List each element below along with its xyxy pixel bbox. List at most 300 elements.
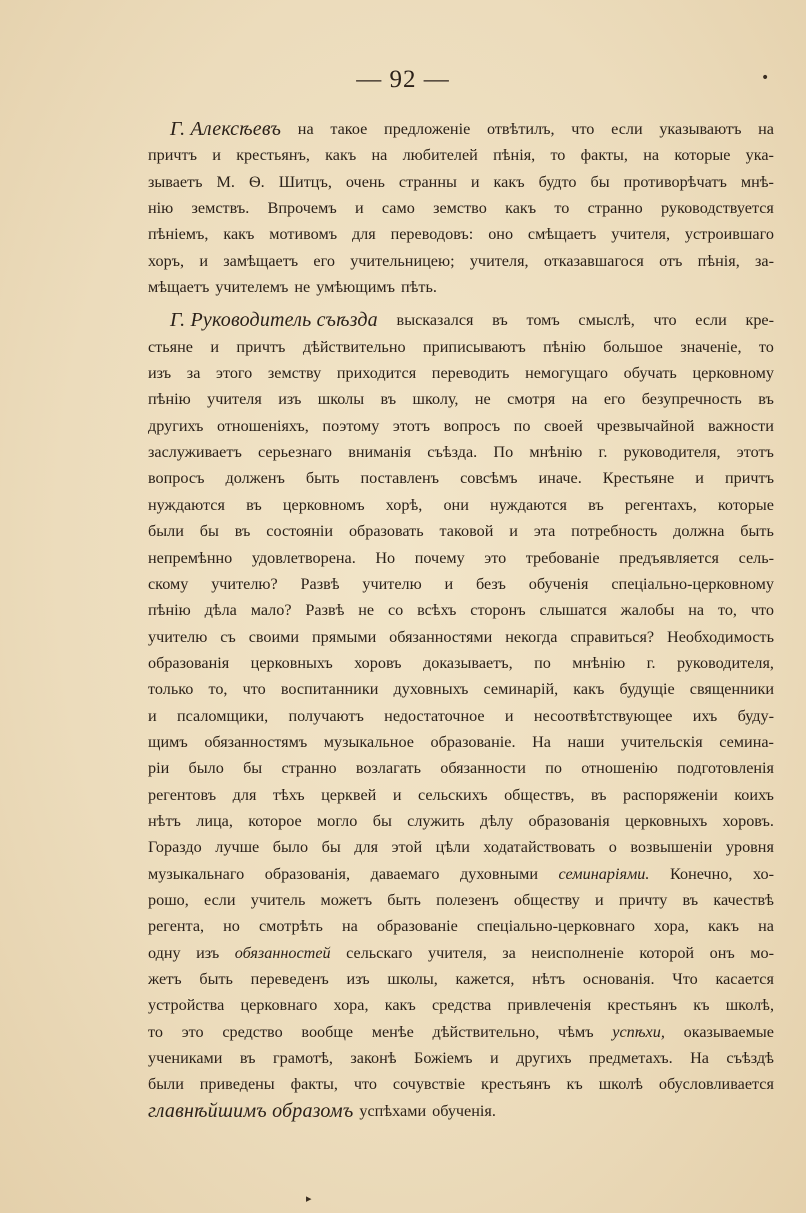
word: тѣхъ [272,785,305,804]
word: переводить [431,364,510,383]
word: учительскія [621,732,703,751]
word: смыслѣ, [578,311,635,330]
word: не [358,601,375,620]
word: возвышеніи [630,838,713,857]
word: земство [433,199,487,218]
word: смотря [507,390,556,409]
word: на [643,146,660,165]
word: очень [345,172,385,191]
word: лица, [196,811,233,830]
word: учителю? [211,574,278,593]
word: безупречность [641,390,742,409]
word: чрезвычайной [596,416,695,435]
word: въ [590,785,607,804]
text-line [148,624,774,650]
word: слышатся [539,601,607,620]
word: само [381,199,415,218]
word: бы [243,759,263,778]
word: По [493,443,514,462]
word: этого [216,364,253,383]
word: учителю [362,574,422,593]
word: въ [492,311,508,330]
word: причтъ [148,146,198,165]
word: причтъ [724,469,774,488]
word: жалобы [620,601,675,620]
word: для [354,838,379,857]
word: справиться? [570,627,655,646]
word: нуждаются [148,495,225,514]
word: могло [317,811,358,830]
word: жетъ [148,970,182,988]
word: поставленъ [360,469,440,488]
text-line [148,169,774,195]
paragraph-2 [148,307,774,1124]
text-line [148,650,774,676]
word: учителя, [611,225,671,244]
word: полезенъ [436,890,499,909]
word: если [695,311,727,330]
word: буду- [737,706,774,725]
word: служить [407,811,465,830]
word: то, [208,680,228,699]
text-line [148,755,774,781]
word: изъ [148,364,172,383]
word: обществъ, [504,785,575,804]
word: нію [148,199,174,218]
word: вопросъ [148,469,205,488]
word: руководствуется [661,199,774,218]
word: доказываетъ, [422,653,513,672]
word: умѣющимъ [316,278,395,297]
text-line [148,913,774,939]
body-text [148,116,774,1124]
word: На [532,732,551,751]
word: нѣтъ [532,970,566,988]
word: изъ [346,970,370,988]
word: и [509,522,518,541]
word: Шитцъ, [278,172,332,191]
word: пѣть. [400,278,437,297]
word: Гораздо [148,838,202,857]
word: на [341,917,358,936]
word: отказавшагося [543,251,644,270]
word: Развѣ [305,601,345,620]
word: это [181,1022,204,1041]
text-line [148,492,774,518]
text-line [148,1045,774,1071]
word: образованія, [264,864,351,883]
word: указываютъ [659,120,742,138]
word: школы, [387,970,438,988]
word: школѣ, [725,996,774,1015]
word: съѣздѣ [726,1049,774,1068]
word: школу, [412,390,459,409]
word: не [474,390,491,409]
word: и [489,1049,499,1068]
text-line [148,887,774,913]
word: со [387,601,404,620]
text-line [148,195,774,221]
word: образованіе [376,917,458,936]
word: чѣмъ [558,1022,594,1041]
word: школѣ [598,1075,643,1094]
word: за- [755,251,774,270]
word: Ѳ. [248,172,265,191]
word: съѣзда. [427,443,478,462]
word: онъ [709,943,735,962]
word: На [690,1049,709,1068]
word: учителемъ [215,278,289,297]
word: руководителя, [676,653,774,672]
word: изъ [278,390,302,409]
word: если [204,890,236,909]
word: регентовъ [148,785,217,804]
word: они [443,495,469,514]
word: такое [330,120,368,138]
text-line [148,1019,774,1045]
text-line [148,992,774,1018]
word: семинарій, [483,680,559,699]
text-line [148,571,774,597]
word: замѣщаетъ [223,251,299,270]
word: Развѣ [300,574,340,593]
word: отвѣтилъ, [486,120,555,138]
word: воспитанники [280,680,379,699]
word: успѣхами [359,1101,427,1120]
word: странны [398,172,457,191]
word: удовлетворена. [251,548,356,567]
word: то, [717,601,737,620]
word: причту [618,890,668,909]
word: за [186,364,201,383]
text-line [148,597,774,623]
word: сторонъ [470,601,526,620]
word: на [297,120,314,138]
word: переводовъ: [390,225,474,244]
word: Впрочемъ [267,199,337,218]
word: какъ [384,996,416,1015]
bottom-mark: ▸ [306,1192,312,1205]
word: касается [715,970,774,988]
word: обученія [528,574,589,593]
word: нѣтъ [148,811,181,830]
word: рошо, [148,890,189,909]
word: пѣнію [148,390,191,409]
word: церковныхъ [250,653,333,672]
text-line [148,248,774,274]
word: учителю [148,627,208,646]
word: Крестьяне [602,469,675,488]
text-line [148,940,774,966]
word: недостаточное [384,706,485,725]
word: мо- [750,943,774,962]
word: школы [317,390,365,409]
word: хоровъ. [722,811,774,830]
paragraph-1 [148,116,774,300]
word: не [294,278,311,297]
word: къ [566,1075,583,1094]
word: бы [199,522,219,541]
word: сочувствіе [392,1075,466,1094]
word: мотивомъ [269,225,338,244]
word: Конечно, [669,864,733,883]
word: дѣлу [479,811,514,830]
word: въ [682,890,699,909]
word: хора, [333,996,369,1015]
word: менѣе [371,1022,414,1041]
word: смѣщаетъ [527,225,597,244]
text-line [148,966,774,992]
word: скому [148,574,189,593]
word: пѣніемъ, [148,225,209,244]
text-line [148,1098,774,1124]
word: на [758,917,774,936]
word: его [603,390,626,409]
word: прямыми [312,627,377,646]
word: получаютъ [288,706,364,725]
word: хо- [753,864,774,883]
word: семинаріями. [558,864,650,883]
word: должна [673,522,725,541]
word: Но [375,548,396,567]
word: вопросъ [443,416,501,435]
word: требованіе [525,548,600,567]
word: другихъ [148,416,204,435]
word: хоровъ [354,653,402,672]
word: устройства [148,996,225,1015]
page-number: — 92 — [356,66,450,93]
text-line [148,334,774,360]
word: лучше [215,838,260,857]
word: въ [380,390,397,409]
word: Божіемъ [414,1049,473,1068]
word: высказался [396,311,474,330]
word: отъ [659,251,683,270]
word: и [444,574,454,593]
word: оно [488,225,514,244]
word: но [223,917,240,936]
word: духовныхъ [393,680,469,699]
word: предложеніе [384,120,471,138]
word: предметахъ. [588,1049,673,1068]
word: качествѣ [713,890,774,909]
word: г. [646,653,656,672]
word: уровня [725,838,774,857]
text-line [148,808,774,834]
word: учитель [250,890,306,909]
word: факты, [580,146,628,165]
word: поэтому [322,416,380,435]
word: вообще [301,1022,354,1041]
word: и [594,890,604,909]
word: учениками [148,1049,223,1068]
word: средство [222,1022,283,1041]
word: дѣла [204,601,237,620]
word: крестьянъ [480,1075,551,1094]
word: образовать [348,522,424,541]
word: переведенъ [250,970,329,988]
word: изъ [196,943,220,962]
word: неисполненіе [531,943,624,962]
word: важности [708,416,774,435]
word: грамотѣ, [273,1049,333,1068]
word: учителя, [469,251,529,270]
word: основанія. [582,970,655,988]
word: учителя [207,390,262,409]
word: то [550,146,566,165]
word: мѣщаетъ [148,278,210,297]
word: успѣхи, [612,1022,665,1041]
word: отношеніяхъ, [216,416,309,435]
word: стьяне [148,337,193,356]
word: кажется, [455,970,515,988]
word: нуждаются [490,495,567,514]
word: законѣ [350,1049,397,1068]
word: на [758,120,774,138]
word: пѣнію [543,337,586,356]
word: и [354,199,364,218]
word: церковнаго [240,996,318,1015]
word: и [392,785,402,804]
word: сельскаго [346,943,413,962]
word: въ [239,1049,256,1068]
word: какъ [573,680,605,699]
word: приходится [336,364,417,383]
word: этотъ [736,443,774,462]
word: то [758,337,774,356]
word: и [212,146,221,165]
word: наши [567,732,605,751]
text-line [148,386,774,412]
word: М. [216,172,235,191]
word: на [688,601,705,620]
word: только [148,680,194,699]
word: его [313,251,335,270]
word: въ [234,522,251,541]
word: руководителя, [623,443,721,462]
word: это [484,548,507,567]
word: Что [672,970,698,988]
word: и [470,172,480,191]
word: обязанностей [234,943,331,962]
word: ріи [148,759,170,778]
word: эта [533,522,556,541]
word: хоръ, [148,251,185,270]
word: можетъ [320,890,373,909]
word: смотрѣть [258,917,323,936]
word: на [571,390,588,409]
word: коихъ [734,785,774,804]
text-line [148,274,774,300]
word: приведены [199,1075,275,1094]
word: были [148,1075,184,1094]
word: странно [281,759,337,778]
word: и [695,469,704,488]
word: вниманія [348,443,412,462]
word: по [513,416,531,435]
word: въ [246,495,262,514]
word: распоряженіи [623,785,718,804]
word: хора, [653,917,689,936]
text-line [148,221,774,247]
word: что [571,120,595,138]
word: оказываемые [683,1022,774,1041]
word: образованіе. [430,732,516,751]
word: Необходимость [667,627,774,646]
word: возлагать [355,759,421,778]
word: на [371,146,388,165]
word: большое [603,337,663,356]
word: дѣйствительно, [432,1022,540,1041]
word: будто [538,172,577,191]
word: отношенію [581,759,658,778]
word: подготовленія [677,759,774,778]
word: этой [391,838,423,857]
text-line [148,676,774,702]
word: мало? [250,601,292,620]
text-line [148,439,774,465]
word: образованія [528,811,610,830]
word: любителей [402,146,478,165]
word: которое [248,811,302,830]
text-line [148,360,774,386]
word: быть [387,890,421,909]
word: быть [305,469,340,488]
word: обусловливается [658,1075,774,1094]
word: какъ [707,917,739,936]
word: устроившаго [684,225,774,244]
word: средства [431,996,492,1015]
word: приписываютъ [422,337,526,356]
word: пѣнія, [697,251,740,270]
word: и [148,706,157,725]
word: было [272,838,309,857]
text-line [148,834,774,860]
word: земству [267,364,322,383]
word: томъ [526,311,560,330]
text-line [148,465,774,491]
word: хорѣ, [385,495,423,514]
word: какъ [505,199,537,218]
word: всѣхъ [417,601,457,620]
word: спеціально-церковнаго [476,917,635,936]
word: бы [372,811,392,830]
word: ходатайствовать [483,838,596,857]
text-line [148,782,774,808]
word: цѣли [435,838,470,857]
word: серьезнаго [258,443,333,462]
word: о [608,838,617,857]
word: мнѣ- [740,172,774,191]
word: будущіе [619,680,675,699]
word: которые [674,146,731,165]
word: этотъ [392,416,431,435]
word: ука- [745,146,774,165]
word: что [353,1075,377,1094]
word: обучать [623,364,677,383]
word: съ [220,627,236,646]
word: церквей [321,785,377,804]
word: образованія [148,653,230,672]
word: быть [199,970,233,988]
text-line [148,729,774,755]
word: непремѣнно [148,548,233,567]
word: какъ [223,225,255,244]
word: учителя, [428,943,487,962]
word: одну [148,943,181,962]
word: своей [544,416,583,435]
word: мнѣнію [529,443,583,462]
